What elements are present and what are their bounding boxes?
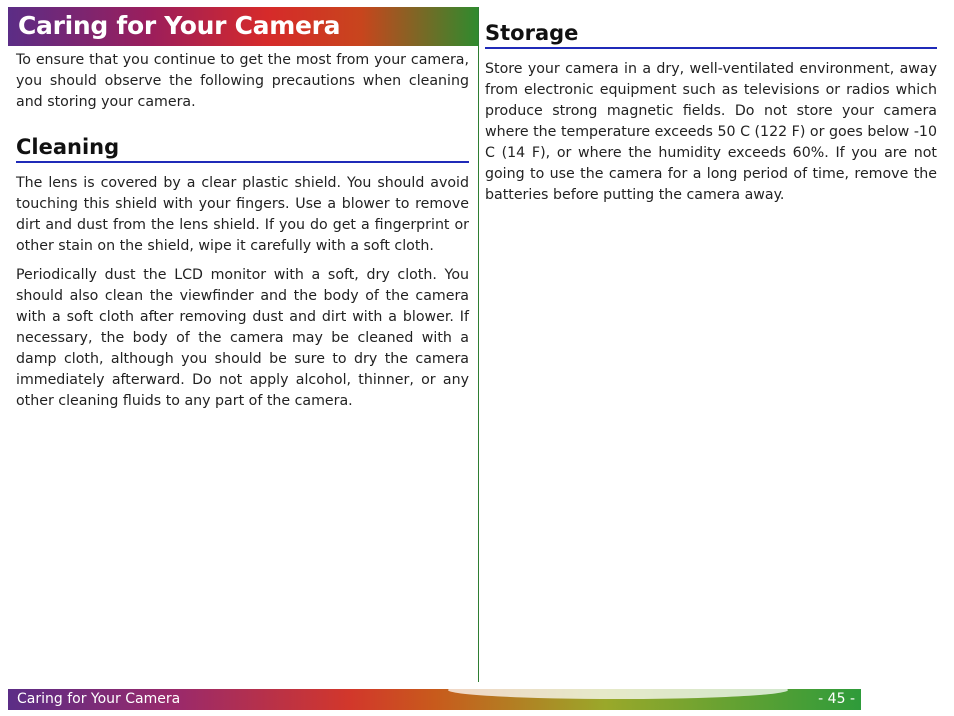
cleaning-heading: Cleaning (16, 135, 120, 159)
cleaning-heading-block (16, 133, 469, 163)
page-footer (8, 689, 861, 710)
intro-section (16, 50, 469, 113)
page-number: - 45 - (818, 691, 855, 707)
footer-swoosh-decoration (448, 689, 788, 699)
cleaning-paragraph: The lens is covered by a clear plastic shield. You should avoid touching this shield with your fingers. Use a blower to remove dirt and dust from the lens shield. If you do get a fingerprint or other stain on the shield, wipe it carefully with a soft cloth. (16, 175, 469, 254)
cleaning-heading-rule (16, 161, 469, 163)
cleaning-paragraph-1-block (16, 173, 469, 257)
storage-heading-block (485, 19, 937, 49)
storage-paragraph-block (485, 59, 937, 206)
column-divider (478, 7, 479, 682)
intro-paragraph: To ensure that you continue to get the most from your camera, you should observe the following precautions when cleaning and storing your camera. (16, 52, 469, 110)
page-title-banner (8, 7, 479, 46)
storage-paragraph: Store your camera in a dry, well-ventilated environment, away from electronic equipment such as televisions or radios which produce strong magnetic fields. Do not store your camera where the temperature exceeds 50 C (122 F) or goes below -10 C (14 F), or where the humidity exceeds 60%. If you are not going to use the camera for a long period of time, remove the batteries before putting the camera away. (485, 61, 937, 203)
storage-heading: Storage (485, 21, 579, 45)
footer-title: Caring for Your Camera (17, 691, 181, 707)
storage-heading-rule (485, 47, 937, 49)
cleaning-paragraph: Periodically dust the LCD monitor with a soft, dry cloth. You should also clean the viewfinder and the body of the camera with a soft cloth after removing dust and dirt with a blower. If necessary, the body of the camera may be cleaned with a damp cloth, although you should be sure to dry the camera immediately afterward. Do not apply alcohol, thinner, or any other cleaning fluids to any part of the camera. (16, 267, 469, 409)
page-title: Caring for Your Camera (18, 11, 341, 40)
cleaning-paragraph-2-block (16, 265, 469, 412)
